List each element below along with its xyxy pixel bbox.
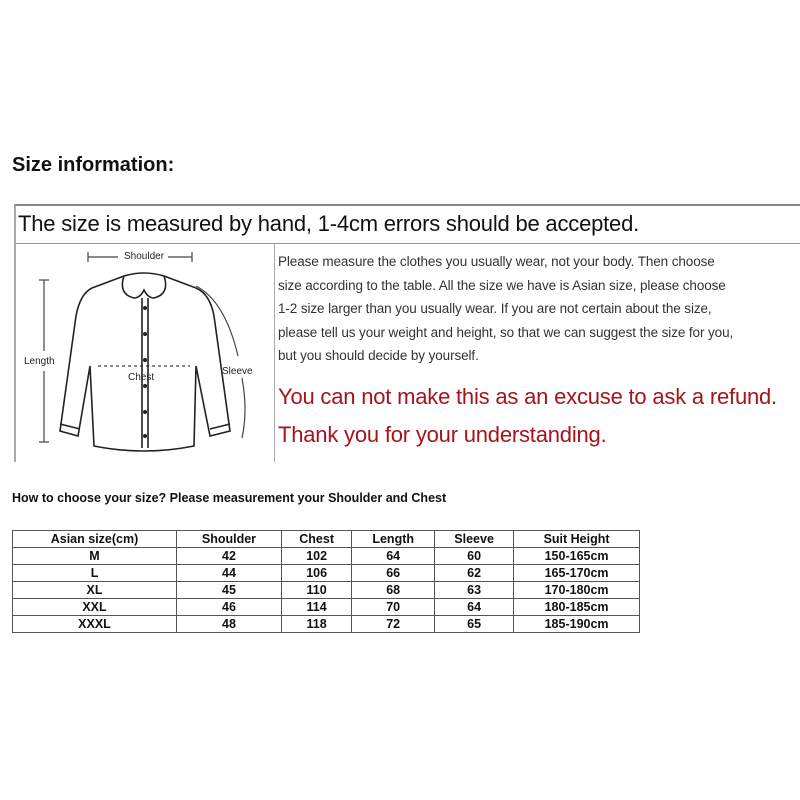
table-row (13, 582, 640, 599)
divider (274, 243, 275, 462)
table-row (13, 548, 640, 565)
table-cell: 106 (281, 565, 351, 582)
table-cell: 118 (281, 616, 351, 633)
table-cell: XXL (13, 599, 177, 616)
table-cell: 102 (281, 548, 351, 565)
notice-heading: The size is measured by hand, 1-4cm errors should be accepted. (18, 211, 640, 236)
thank-you-note: Thank you for your understanding. (278, 422, 607, 447)
chest-label: Chest (128, 372, 155, 383)
table-cell: L (13, 565, 177, 582)
instruction-line: 1-2 size larger than you usually wear. If you are not certain about the size, (278, 301, 712, 316)
refund-warning: You can not make this as an excuse to ask a refund. (278, 384, 777, 409)
table-row (13, 599, 640, 616)
shoulder-label: Shoulder (124, 251, 165, 262)
table-cell: 165-170cm (514, 565, 640, 582)
size-guide-subheading: How to choose your size? Please measurement your Shoulder and Chest (12, 491, 447, 505)
table-cell: 42 (177, 548, 282, 565)
table-cell: 62 (435, 565, 514, 582)
column-header: Suit Height (514, 531, 640, 548)
page-title: Size information: (12, 154, 175, 176)
table-cell: 45 (177, 582, 282, 599)
column-header: Sleeve (435, 531, 514, 548)
table-cell: 46 (177, 599, 282, 616)
column-header: Asian size(cm) (13, 531, 177, 548)
table-cell: M (13, 548, 177, 565)
table-row (13, 616, 640, 633)
table-cell: 44 (177, 565, 282, 582)
column-header: Length (352, 531, 435, 548)
size-table (12, 530, 640, 633)
table-cell: 150-165cm (514, 548, 640, 565)
column-header: Chest (281, 531, 351, 548)
table-cell: 185-190cm (514, 616, 640, 633)
table-cell: 170-180cm (514, 582, 640, 599)
instruction-line: size according to the table. All the size we have is Asian size, please choose (278, 277, 726, 293)
table-cell: XL (13, 582, 177, 599)
table-cell: 70 (352, 599, 435, 616)
table-cell: 72 (352, 616, 435, 633)
table-cell: 65 (435, 616, 514, 633)
column-header: Shoulder (177, 531, 282, 548)
length-label: Length (24, 356, 55, 367)
sleeve-label: Sleeve (222, 366, 253, 377)
table-cell: 110 (281, 582, 351, 599)
measurement-instructions (278, 250, 798, 368)
table-row (13, 565, 640, 582)
table-cell: 48 (177, 616, 282, 633)
table-cell: 64 (435, 599, 514, 616)
measurement-notice-box (14, 204, 800, 462)
table-cell: 68 (352, 582, 435, 599)
table-cell: 66 (352, 565, 435, 582)
table-header-row (13, 531, 640, 548)
instruction-line: please tell us your weight and height, so that we can suggest the size for you, (278, 324, 734, 340)
divider (16, 243, 800, 244)
table-cell: 114 (281, 599, 351, 616)
table-cell: 60 (435, 548, 514, 565)
shirt-measurement-diagram (20, 246, 272, 458)
table-cell: XXXL (13, 616, 177, 633)
table-cell: 64 (352, 548, 435, 565)
shirt-icon (20, 246, 272, 458)
table-cell: 63 (435, 582, 514, 599)
table-cell: 180-185cm (514, 599, 640, 616)
instruction-line: but you should decide by yourself. (278, 348, 479, 363)
instruction-line: Please measure the clothes you usually wear, not your body. Then choose (278, 254, 715, 269)
